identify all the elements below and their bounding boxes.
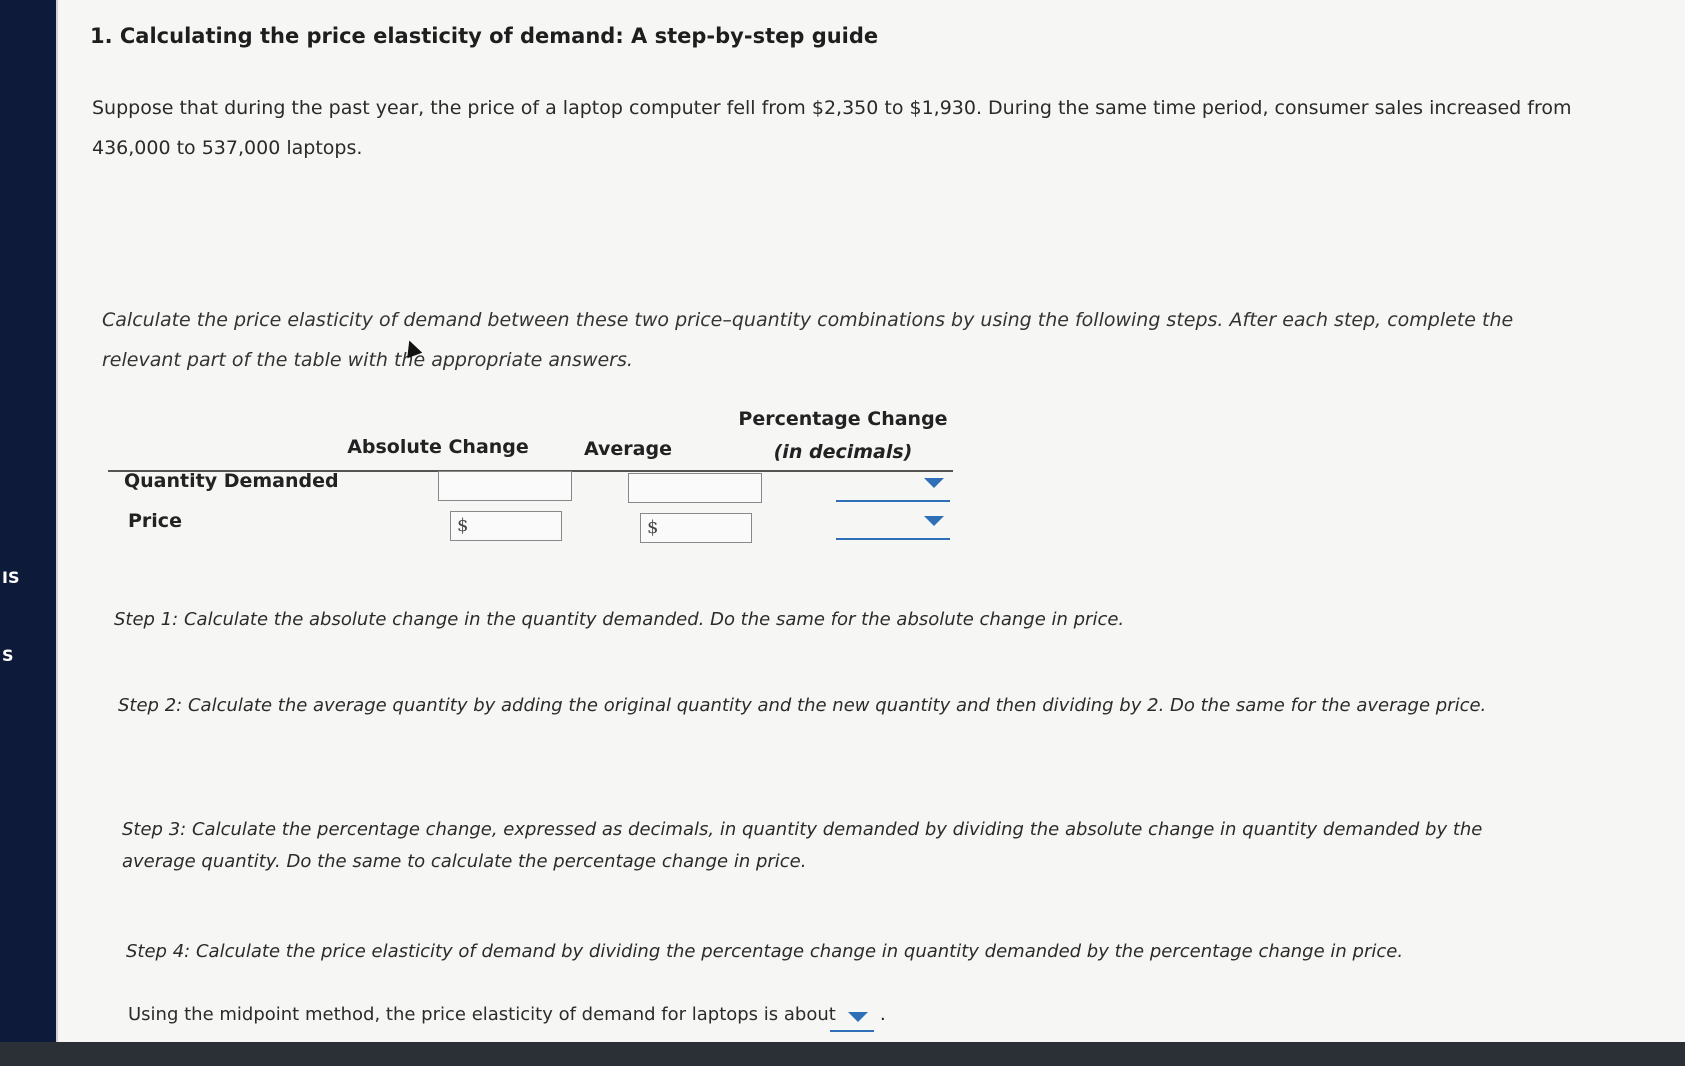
step-text: Calculate the average quantity by adding the original quantity and the new quantity and then dividing by 2. Do the same for the average price. — [187, 695, 1487, 716]
chevron-down-icon — [848, 1012, 868, 1022]
step-4 — [126, 936, 1566, 968]
price-average-input[interactable]: $ — [640, 513, 752, 543]
step-2 — [118, 690, 1498, 722]
price-absolute-change-input[interactable]: $ — [450, 511, 562, 541]
chevron-down-icon — [924, 516, 944, 526]
question-heading: 1. Calculating the price elasticity of demand: A step-by-step guide — [90, 24, 879, 48]
question-panel — [56, 0, 1685, 1042]
question-intro: Suppose that during the past year, the price of a laptop computer fell from $2,350 to $1,930. During the same time period, consumer sales increased from 436,000 to 537,000 laptops. — [92, 97, 1572, 159]
final-answer-sentence — [128, 1004, 836, 1025]
header-average: Average — [584, 438, 672, 460]
chevron-down-icon — [924, 478, 944, 488]
taskbar — [0, 1042, 1685, 1066]
step-3 — [122, 814, 1542, 878]
quantity-absolute-change-input[interactable] — [438, 471, 572, 501]
step-label: Step 4: — [126, 941, 191, 962]
header-absolute-change: Absolute Change — [347, 436, 529, 458]
step-text: Calculate the price elasticity of demand by dividing the percentage change in quantity demanded by the percentage change in price. — [195, 941, 1404, 962]
row-label-quantity: Quantity Demanded — [124, 470, 339, 492]
sidebar-label: IS — [2, 568, 20, 587]
header-percentage-change-sub: (in decimals) — [773, 441, 913, 463]
row-label-price: Price — [128, 510, 182, 532]
final-answer-text: Using the midpoint method, the price elasticity of demand for laptops is about — [128, 1004, 836, 1025]
quantity-percentage-change-dropdown[interactable] — [836, 474, 950, 502]
step-label: Step 2: — [118, 695, 183, 716]
sidebar-label: S — [2, 646, 14, 665]
step-text: Calculate the percentage change, expressed as decimals, in quantity demanded by dividing the absolute change in quantity demanded by the average quantity. Do the same to calculate the percentage change in price. — [122, 819, 1483, 872]
quantity-average-input[interactable] — [628, 473, 762, 503]
question-instructions: Calculate the price elasticity of demand between these two price–quantity combinations by using the following steps. After each step, complete the relevant part of the table with the appropriate answers. — [102, 309, 1514, 371]
header-percentage-change: Percentage Change — [738, 408, 948, 430]
final-answer-period: . — [880, 1004, 886, 1025]
step-1 — [114, 604, 1554, 636]
step-label: Step 3: — [122, 819, 187, 840]
step-label: Step 1: — [114, 609, 179, 630]
price-percentage-change-dropdown[interactable] — [836, 512, 950, 540]
step-text: Calculate the absolute change in the quantity demanded. Do the same for the absolute change in price. — [183, 609, 1125, 630]
elasticity-answer-dropdown[interactable] — [830, 1006, 874, 1032]
elasticity-table — [108, 400, 953, 550]
